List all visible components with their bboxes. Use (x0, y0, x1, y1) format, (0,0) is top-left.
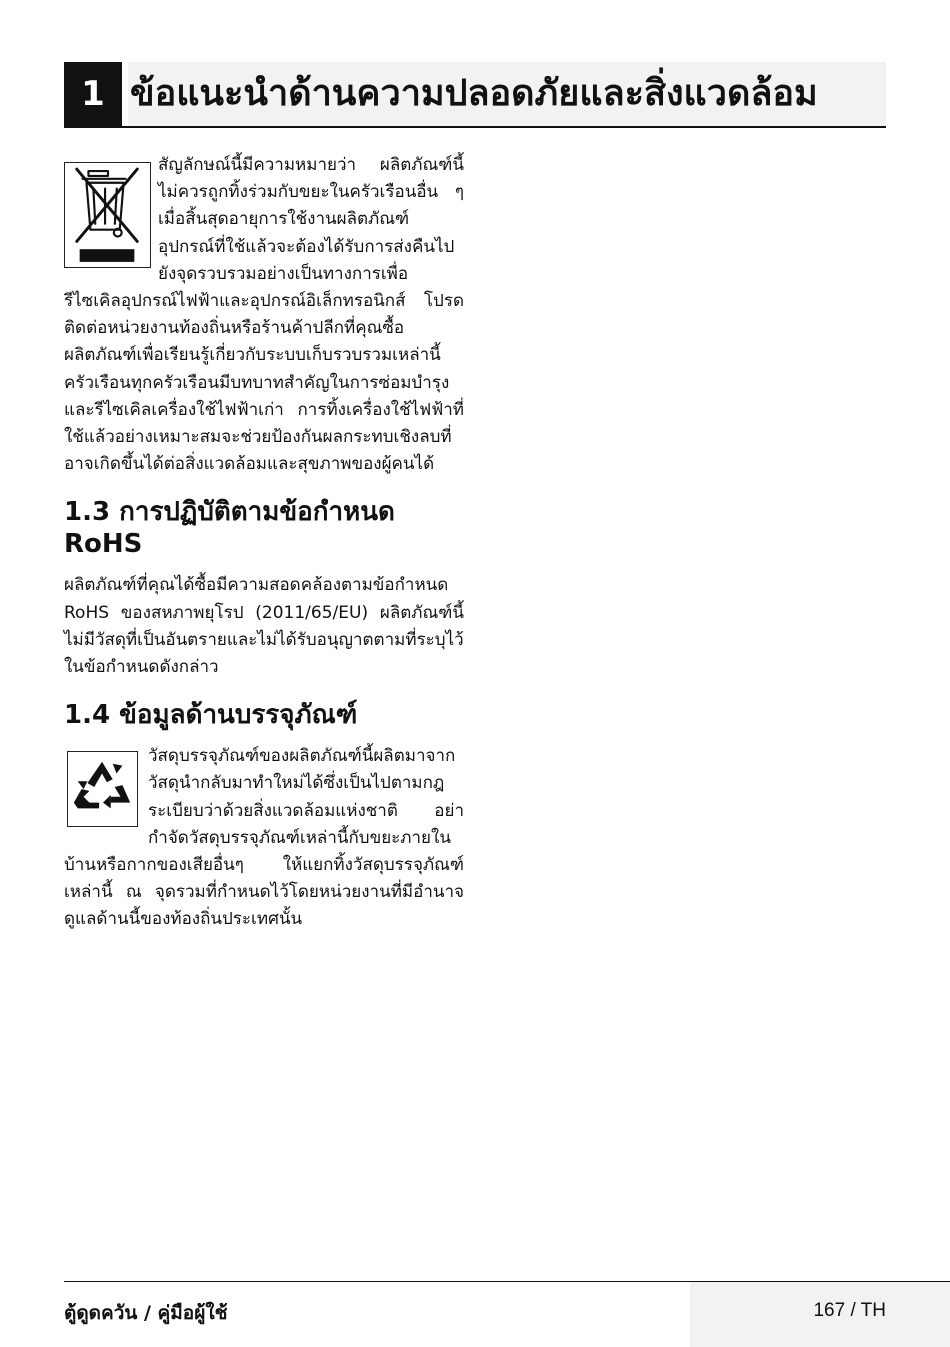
rohs-text: ผลิตภัณฑ์ที่คุณได้ซื้อมีความสอดคล้องตามข้อกำหนด RoHS ของสหภาพยุโรป (2011/65/EU) ผลิตภัณฑ์นี้ไม่มีวัสดุที่เป็นอันตรายและไม่ได้รับอนุญาตตามที่ระบุไว้ในข้อกำหนดดังกล่าว (64, 575, 464, 678)
chapter-title: ข้อแนะนำด้านความปลอดภัยและสิ่งแวดล้อม (128, 62, 886, 126)
weee-disposal-text: สัญลักษณ์นี้มีความหมายว่า ผลิตภัณฑ์นี้ไม่ควรถูกทิ้งร่วมกับขยะในครัวเรือนอื่น ๆ เมื่อสิ้นสุดอายุการใช้งานผลิตภัณฑ์ อุปกรณ์ที่ใช้แล้วจะต้องได้รับการส่งคืนไปยังจุดรวบรวมอย่างเป็นทางการเพื่อรีไซเคิลอุปกรณ์ไฟฟ้าและอุปกรณ์อิเล็กทรอนิกส์ โปรดติดต่อหน่วยงานท้องถิ่นหรือร้านค้าปลีกที่คุณซื้อผลิตภัณฑ์เพื่อเรียนรู้เกี่ยวกับระบบเก็บรวบรวมเหล่านี้ ครัวเรือนทุกครัวเรือนมีบทบาทสำคัญในการซ่อมบำรุงและรีไซเคิลเครื่องใช้ไฟฟ้าเก่า การทิ้งเครื่องใช้ไฟฟ้าที่ใช้แล้วอย่างเหมาะสมจะช่วยป้องกันผลกระทบเชิงลบที่อาจเกิดขึ้นได้ต่อสิ่งแวดล้อมและสุขภาพของผู้คนได้ (64, 155, 464, 475)
recycle-icon (67, 751, 138, 827)
chapter-header (64, 62, 886, 128)
rohs-heading: 1.3 การปฏิบัติตามข้อกำหนด RoHS (64, 497, 395, 560)
chapter-number: 1 (64, 62, 122, 126)
crossed-out-wheelie-bin-icon (64, 162, 151, 268)
content-column (64, 152, 464, 934)
footer-manual-title: ตู้ดูดควัน / คู่มือผู้ใช้ (64, 1302, 228, 1324)
page-number: 167 / TH (813, 1300, 886, 1321)
footer-page-box (690, 1282, 950, 1347)
packaging-text: วัสดุบรรจุภัณฑ์ของผลิตภัณฑ์นี้ผลิตมาจากวัสดุนำกลับมาทำใหม่ได้ซึ่งเป็นไปตามกฎระเบียบว่าด้วยสิ่งแวดล้อมแห่งชาติ อย่ากำจัดวัสดุบรรจุภัณฑ์เหล่านี้กับขยะภายในบ้านหรือกากของเสียอื่นๆ ให้แยกทิ้งวัสดุบรรจุภัณฑ์เหล่านี้ ณ จุดรวมที่กำหนดไว้โดยหน่วยงานที่มีอำนาจดูแลด้านนี้ของท้องถิ่นประเทศนั้น (64, 746, 464, 930)
packaging-heading: 1.4 ข้อมูลด้านบรรจุภัณฑ์ (64, 700, 358, 731)
